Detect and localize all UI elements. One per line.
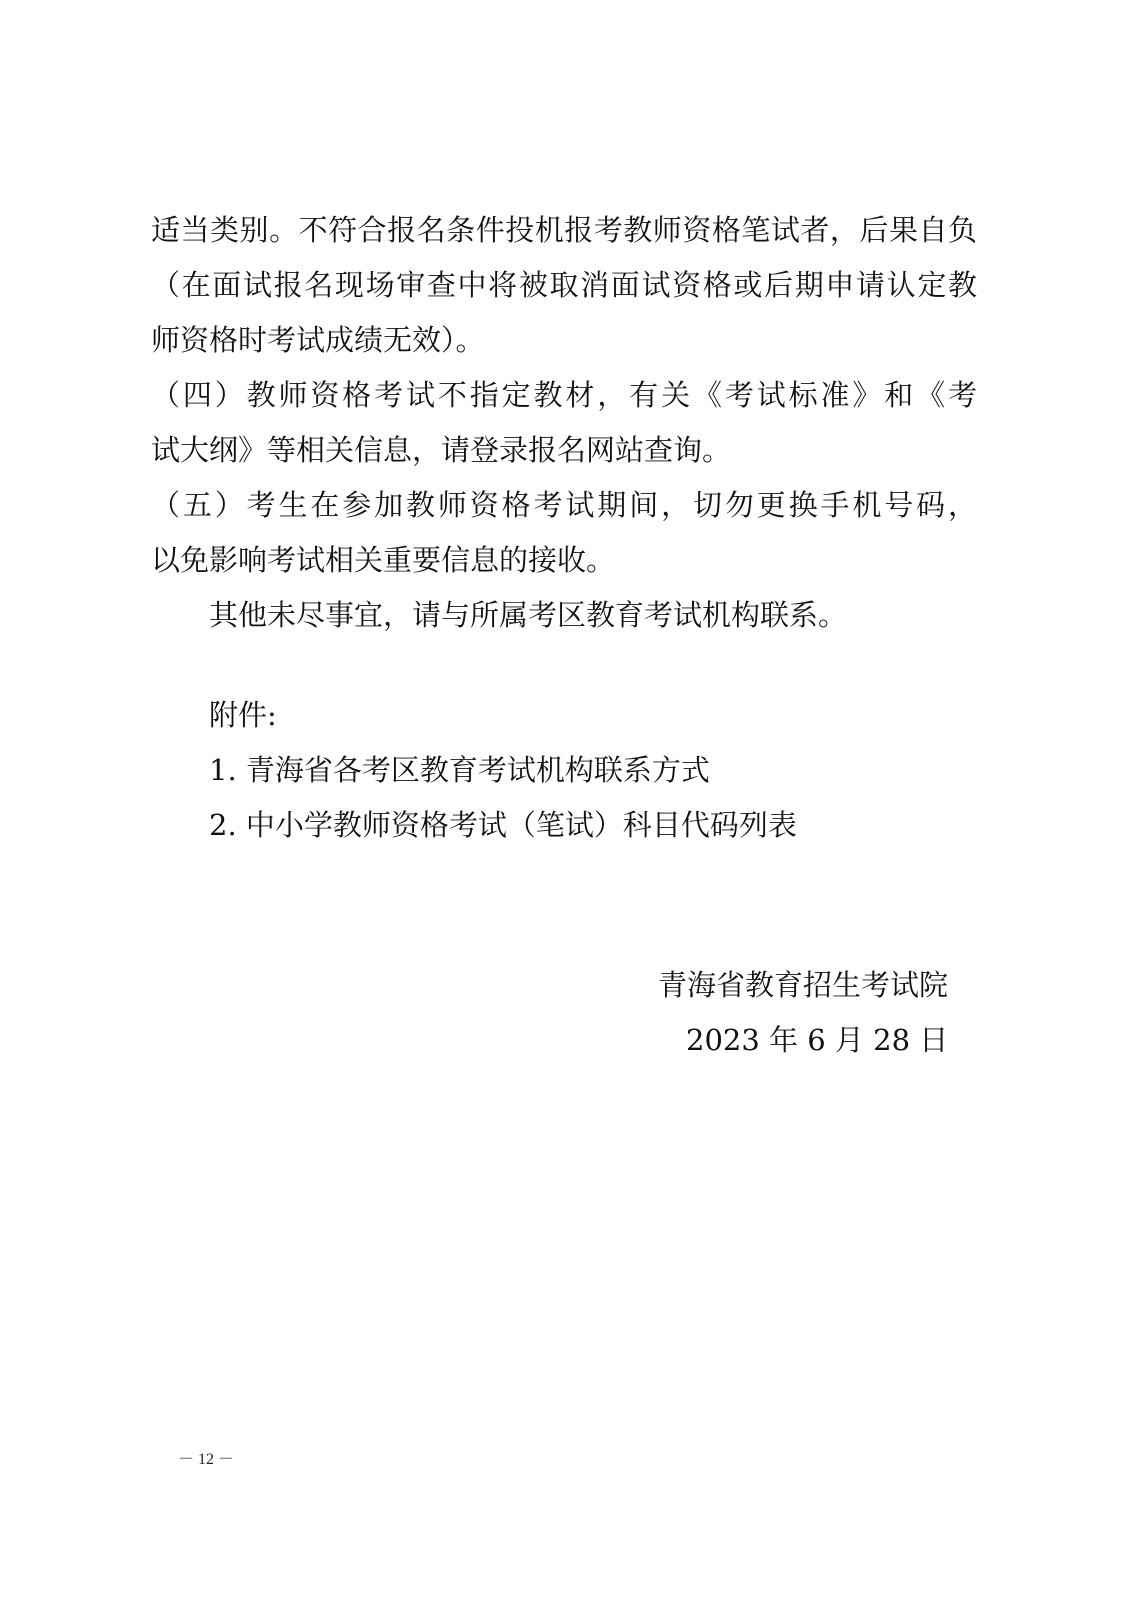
issue-date: 2023 年 6 月 28 日: [686, 1023, 949, 1057]
item-four-line: （四）教师资格考试不指定教材，有关《考试标准》和《考: [151, 378, 977, 412]
paragraph-line: （在面试报名现场审查中将被取消面试资格或后期申请认定教: [151, 268, 977, 302]
item-five-line: 以免影响考试相关重要信息的接收。: [151, 543, 616, 577]
item-five-line: （五）考生在参加教师资格考试期间，切勿更换手机号码，: [151, 488, 977, 522]
attachment-item: 2. 中小学教师资格考试（笔试）科目代码列表: [209, 808, 797, 842]
other-matters-paragraph: 其他未尽事宜，请与所属考区教育考试机构联系。: [209, 598, 848, 632]
item-four-line: 试大纲》等相关信息，请登录报名网站查询。: [151, 433, 732, 467]
paragraph-line: 适当类别。不符合报名条件投机报考教师资格笔试者，后果自负: [151, 213, 977, 247]
page-number: － 12 －: [178, 1451, 235, 1468]
attachment-item: 1. 青海省各考区教育考试机构联系方式: [209, 753, 710, 787]
attachments-heading: 附件:: [209, 698, 277, 732]
paragraph-line: 师资格时考试成绩无效）。: [151, 323, 485, 357]
issuing-organization: 青海省教育招生考试院: [658, 968, 949, 1002]
